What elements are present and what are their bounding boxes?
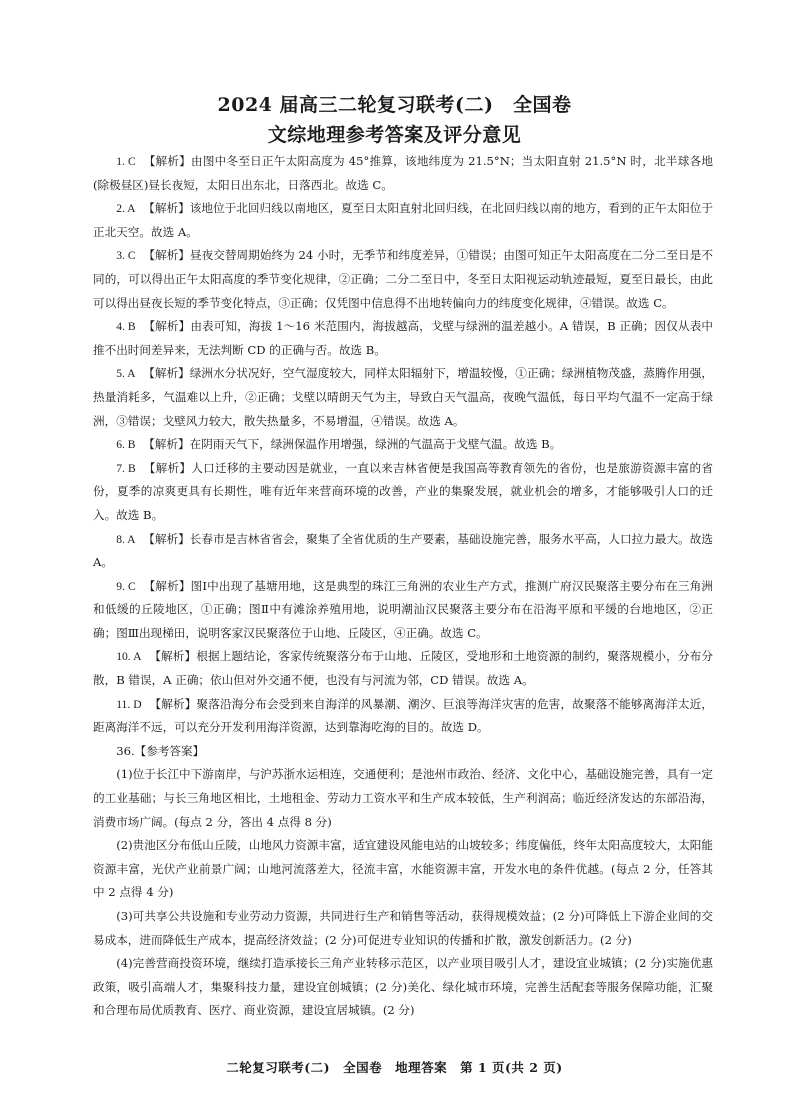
answer-item-5 [93, 362, 713, 433]
answer-number: 6. B [116, 438, 136, 452]
answer-number: 11. D [116, 697, 142, 711]
analysis-tag: 【解析】 [143, 201, 190, 216]
answer-number: 2. A [116, 202, 136, 216]
answer-text: 聚落沿海分布会受到来自海洋的风暴潮、潮汐、巨浪等海洋灾害的危害，故聚落不能够离海洋太近，距离海洋不远，可以充分开发利用海洋资源，达到靠海吃海的目的。故选 D。 [93, 696, 713, 735]
answer-text: 昼夜交替周期始终为 24 小时，无季节和纬度差异，①错误；由图可知正午太阳高度在二分二至日是不同的，可以得出正午太阳高度的季节变化规律，②正确；二分二至日中，冬至日太阳视运动轨迹最短，夏至日最长，由此可以得出昼夜长短的季节变化特点，③正确；仅凭图中信息得不出地转偏向力的纬度变化规律，④错误。故选 C。 [93, 248, 714, 310]
analysis-tag: 【解析】 [143, 578, 191, 593]
answer-text: 绿洲水分状况好，空气湿度较大，同样太阳辐射下，增温较慢，①正确；绿洲植物茂盛，蒸腾作用强，热量消耗多，气温难以上升，②正确；戈壁以晴朗天气为主，导致白天气温高，夜晚气温低，每日平均气温不一定高于绿洲，③错误；戈壁风力较大，散失热量多，不易增温，④错误。故选 A。 [93, 366, 713, 428]
answer-item-8 [93, 528, 713, 575]
analysis-tag: 【解析】 [143, 437, 190, 452]
answer-number: 4. B [116, 320, 136, 334]
answer-text: 长春市是吉林省省会，聚集了全省优质的生产要素，基础设施完善，服务水平高，人口拉力最大。故选 A。 [93, 531, 713, 570]
answer-item-7 [93, 457, 713, 528]
answer-item-1 [93, 150, 713, 197]
analysis-tag: 【解析】 [143, 531, 190, 546]
answer-text: 由图中冬至日正午太阳高度为 45°推算，该地纬度为 21.5°N；当太阳直射 21.5°N 时，北半球各地(除极昼区)昼长夜短，太阳日出东北，日落西北。故选 C。 [93, 154, 713, 192]
answer-number: 3. C [116, 249, 136, 263]
answer-number: 1. C [116, 155, 136, 168]
answer-text: 人口迁移的主要动因是就业，一直以来吉林省便是我国高等教育领先的省份，也是旅游资源丰富的省份，夏季的凉爽更具有长期性，唯有近年来营商环境的改善，产业的集聚发展，就业机会的增多，才能够吸引人口的迁入。故选 B。 [93, 460, 714, 522]
answer-36-part-2: (2)贵池区分布低山丘陵，山地风力资源丰富，适宜建设风能电站的山坡较多；纬度偏低，终年太阳高度较大，太阳能资源丰富，光伏产业前景广阔；山地河流落差大，径流丰富，水能资源丰富，开发水电的条件优越。(每点 2 分，任答其中 2 点得 4 分) [93, 838, 713, 900]
answer-item-6 [93, 433, 713, 457]
page-title: 2024 届高三二轮复习联考(二) 全国卷 [217, 94, 572, 116]
page-subtitle: 文综地理参考答案及评分意见 [267, 124, 522, 146]
analysis-tag: 【解析】 [143, 366, 190, 381]
analysis-tag: 【解析】 [143, 319, 191, 334]
answer-text: 由表可知，海拔 1～16 米范围内，海拔越高，戈壁与绿洲的温差越小。A 错误，B 正确；因仅从表中推不出时间差异来，无法判断 CD 的正确与否。故选 B。 [93, 319, 713, 357]
answer-number: 5. A [116, 367, 136, 381]
answer-item-2 [93, 197, 713, 244]
answer-36-part-4: (4)完善营商投资环境，继续打造承接长三角产业转移示范区，以产业项目吸引人才，建设宜业城镇；(2 分)实施优惠政策，吸引高端人才，集聚科技力量，建设宜创城镇；(2 分)美化、绿化城市环境，完善生活配套等服务保障功能，汇聚和合理布局优质教育、医疗、商业资源，建设宜居城镇。(2 分) [93, 956, 713, 1018]
answer-item-11 [93, 693, 713, 740]
analysis-tag: 【解析】 [143, 460, 192, 475]
answer-item-10 [93, 645, 713, 692]
answer-content [93, 150, 713, 1023]
analysis-tag: 【解析】 [149, 649, 197, 664]
answer-item-3 [93, 244, 713, 315]
answer-text: 根据上题结论，客家传统聚落分布于山地、丘陵区，受地形和土地资源的制约，聚落规模小，分布分散，B 错误，A 正确；依山但对外交通不便，也没有与河流为邻，CD 错误。故选 A。 [93, 649, 713, 688]
answer-text: 图Ⅰ中出现了基塘用地，这是典型的珠江三角洲的农业生产方式，推测广府汉民聚落主要分布在三角洲和低缓的丘陵地区，①正确；图Ⅱ中有滩涂养殖用地，说明潮汕汉民聚落主要分布在沿海平原和平缓的台地地区，②正确；图Ⅲ出现梯田，说明客家汉民聚落位于山地、丘陵区，④正确。故选 C。 [93, 578, 713, 640]
analysis-tag: 【解析】 [149, 696, 197, 711]
answer-text: 在阴雨天气下，绿洲保温作用增强，绿洲的气温高于戈壁气温。故选 B。 [189, 437, 562, 452]
answer-text: 该地位于北回归线以南地区，夏至日太阳直射北回归线，在北回归线以南的地方，看到的正午太阳位于正北天空。故选 A。 [93, 201, 713, 239]
analysis-tag: 【解析】 [143, 248, 190, 263]
answer-number: 7. B [116, 461, 136, 475]
answer-number: 9. C [116, 579, 136, 593]
answer-36-part-3: (3)可共享公共设施和专业劳动力资源，共同进行生产和销售等活动，获得规模效益；(2 分)可降低上下游企业间的交易成本，进而降低生产成本，提高经济效益；(2 分)可促进专业知识的传播和扩散，激发创新活力。(2 分) [93, 909, 713, 947]
answer-number: 8. A [116, 532, 136, 546]
answer-36-heading: 36.【参考答案】 [116, 743, 205, 758]
answer-number: 10. A [116, 650, 142, 664]
analysis-tag: 【解析】 [143, 154, 192, 168]
answer-36-part-1: (1)位于长江中下游南岸，与沪苏浙水运相连，交通便利；是池州市政治、经济、文化中心，基础设施完善，具有一定的工业基础；与长三角地区相比，土地租金、劳动力工资水平和生产成本较低，生产利润高；临近经济发达的东部沿海，消费市场广阔。(每点 2 分，答出 4 点得 8 分) [93, 767, 713, 829]
page-footer: 二轮复习联考(二) 全国卷 地理答案 第 1 页(共 2 页) [226, 1060, 563, 1075]
answer-item-4 [93, 315, 713, 362]
answer-item-9 [93, 575, 713, 646]
